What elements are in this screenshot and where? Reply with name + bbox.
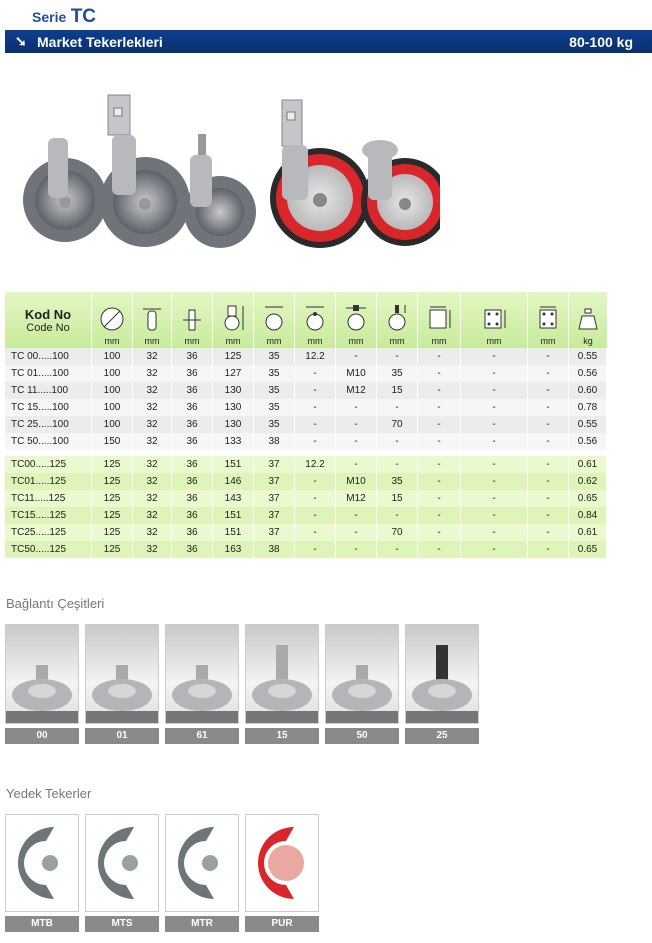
table-cell: - (295, 416, 336, 433)
table-row (5, 490, 607, 507)
table-cell: - (377, 399, 418, 416)
table-cell: 127 (213, 365, 254, 382)
product-code: TC50.....125 (5, 541, 92, 558)
product-code: TC 00.....100 (5, 348, 92, 365)
table-cell: 143 (213, 490, 254, 507)
spare-wheel-tile (245, 814, 319, 932)
table-cell: - (295, 382, 336, 399)
table-cell: - (418, 348, 461, 365)
table-row (5, 348, 607, 365)
connection-label: 61 (165, 728, 239, 744)
table-row (5, 433, 607, 450)
connection-photo (325, 624, 399, 724)
table-cell: 36 (172, 507, 213, 524)
table-cell: - (336, 433, 377, 450)
table-cell: - (461, 456, 528, 473)
table-cell: 38 (254, 433, 295, 450)
table-cell: 35 (254, 348, 295, 365)
spare-wheel-label: PUR (245, 916, 319, 932)
table-cell: 32 (133, 382, 172, 399)
table-cell: 38 (254, 541, 295, 558)
table-cell: 32 (133, 490, 172, 507)
table-cell: - (377, 348, 418, 365)
hub-length-header: mm (172, 292, 213, 348)
table-cell: 0.78 (569, 399, 607, 416)
connection-label: 25 (405, 728, 479, 744)
plate-hole-spacing-icon (480, 304, 508, 332)
table-cell: - (528, 399, 569, 416)
table-cell: 151 (213, 507, 254, 524)
table-cell: 0.60 (569, 382, 607, 399)
product-code: TC00.....125 (5, 456, 92, 473)
table-cell: 32 (133, 541, 172, 558)
table-cell: 70 (377, 524, 418, 541)
table-cell: 100 (92, 348, 133, 365)
table-cell: - (461, 365, 528, 382)
table-cell: 37 (254, 490, 295, 507)
table-cell: 100 (92, 365, 133, 382)
table-cell: 0.62 (569, 473, 607, 490)
table-cell: - (377, 433, 418, 450)
connection-label: 50 (325, 728, 399, 744)
table-cell: 125 (92, 524, 133, 541)
code-header: Kod No Code No (5, 292, 92, 348)
table-cell: 146 (213, 473, 254, 490)
table-cell: - (336, 348, 377, 365)
plate-size-header: mm (418, 292, 461, 348)
table-cell: 0.65 (569, 490, 607, 507)
connection-photo (245, 624, 319, 724)
spare-wheel-photo (85, 814, 159, 912)
arrow-down-right-icon: ➘ (15, 33, 27, 49)
product-code: TC15.....125 (5, 507, 92, 524)
table-cell: 15 (377, 490, 418, 507)
spare-wheel-photo (165, 814, 239, 912)
table-row (5, 507, 607, 524)
table-cell: - (377, 456, 418, 473)
table-cell: 125 (92, 490, 133, 507)
table-cell: - (295, 473, 336, 490)
connection-photo (85, 624, 159, 724)
table-cell: - (418, 473, 461, 490)
table-cell: - (461, 541, 528, 558)
spare-wheel-tile (165, 814, 239, 932)
table-cell: - (528, 382, 569, 399)
table-cell: 133 (213, 433, 254, 450)
table-cell: M10 (336, 365, 377, 382)
table-cell: 36 (172, 348, 213, 365)
connection-tile (85, 624, 159, 744)
table-cell: 15 (377, 382, 418, 399)
table-cell: - (295, 365, 336, 382)
table-cell: - (418, 416, 461, 433)
plate-hole-spacing-header: mm (461, 292, 528, 348)
table-cell: 151 (213, 456, 254, 473)
product-code: TC 11.....100 (5, 382, 92, 399)
spare-wheel-photo (5, 814, 79, 912)
thread-length-header: mm (377, 292, 418, 348)
spare-wheel-photo (245, 814, 319, 912)
connection-tile (325, 624, 399, 744)
product-code: TC01.....125 (5, 473, 92, 490)
product-code: TC25.....125 (5, 524, 92, 541)
connection-tile (5, 624, 79, 744)
thread-length-icon (384, 304, 410, 332)
table-row (5, 456, 607, 473)
connection-tile (405, 624, 479, 744)
table-cell: 100 (92, 416, 133, 433)
table-cell: - (418, 399, 461, 416)
table-cell: 12.2 (295, 456, 336, 473)
wheel-diameter-header: mm (92, 292, 133, 348)
table-header-row (5, 292, 607, 348)
table-cell: 0.65 (569, 541, 607, 558)
banner-title: Market Tekerlekleri (37, 34, 163, 50)
table-cell: - (528, 507, 569, 524)
table-cell: 36 (172, 416, 213, 433)
spare-wheel-tile (85, 814, 159, 932)
table-cell: - (461, 473, 528, 490)
table-cell: - (336, 456, 377, 473)
table-cell: 125 (92, 507, 133, 524)
table-cell: 36 (172, 382, 213, 399)
table-cell: - (418, 541, 461, 558)
connection-photo (165, 624, 239, 724)
table-cell: 35 (254, 382, 295, 399)
table-cell: 35 (254, 399, 295, 416)
table-cell: 130 (213, 399, 254, 416)
table-cell: 36 (172, 433, 213, 450)
table-cell: 130 (213, 416, 254, 433)
thread-header: mm (336, 292, 377, 348)
offset-header: mm (254, 292, 295, 348)
table-cell: - (528, 365, 569, 382)
table-cell: - (528, 541, 569, 558)
table-cell: - (377, 507, 418, 524)
table-cell: - (461, 382, 528, 399)
bolt-hole-header: mm (528, 292, 569, 348)
table-cell: 36 (172, 524, 213, 541)
table-cell: - (336, 541, 377, 558)
spare-wheel-label: MTR (165, 916, 239, 932)
table-row (5, 399, 607, 416)
total-height-header: mm (213, 292, 254, 348)
table-cell: - (461, 416, 528, 433)
table-cell: - (418, 490, 461, 507)
product-code: TC 15.....100 (5, 399, 92, 416)
hub-length-icon (181, 306, 203, 332)
product-code: TC 25.....100 (5, 416, 92, 433)
table-cell: 35 (254, 416, 295, 433)
product-code: TC 50.....100 (5, 433, 92, 450)
table-cell: 32 (133, 456, 172, 473)
table-cell: 36 (172, 490, 213, 507)
table-cell: 37 (254, 507, 295, 524)
table-cell: - (295, 490, 336, 507)
bore-diameter-icon (302, 304, 328, 332)
table-cell: - (418, 524, 461, 541)
table-cell: 0.55 (569, 416, 607, 433)
bore-diameter-header: mm (295, 292, 336, 348)
table-cell: 125 (92, 541, 133, 558)
connections-title: Bağlantı Çeşitleri (6, 596, 105, 611)
table-cell: 150 (92, 433, 133, 450)
connection-label: 15 (245, 728, 319, 744)
bolt-hole-icon (534, 304, 562, 332)
capacity-label: 80-100 kg (569, 34, 633, 50)
table-cell: 36 (172, 473, 213, 490)
connection-label: 01 (85, 728, 159, 744)
table-cell: - (528, 348, 569, 365)
table-cell: 100 (92, 382, 133, 399)
serie-title (32, 6, 96, 28)
table-row (5, 541, 607, 558)
table-cell: - (461, 433, 528, 450)
table-cell: 36 (172, 365, 213, 382)
table-cell: M10 (336, 473, 377, 490)
table-cell: - (461, 399, 528, 416)
table-cell: 32 (133, 399, 172, 416)
weight-header: kg (569, 292, 607, 348)
table-cell: 36 (172, 399, 213, 416)
table-cell: 0.84 (569, 507, 607, 524)
table-cell: - (461, 490, 528, 507)
table-cell: 163 (213, 541, 254, 558)
table-cell: 32 (133, 365, 172, 382)
table-row (5, 416, 607, 433)
table-cell: 37 (254, 524, 295, 541)
spare-wheel-label: MTS (85, 916, 159, 932)
table-cell: - (418, 365, 461, 382)
connection-label: 00 (5, 728, 79, 744)
table-cell: - (461, 507, 528, 524)
spare-wheel-label: MTB (5, 916, 79, 932)
table-cell: 32 (133, 433, 172, 450)
table-cell: 32 (133, 416, 172, 433)
table-cell: M12 (336, 490, 377, 507)
table-cell: 70 (377, 416, 418, 433)
table-cell: 0.61 (569, 524, 607, 541)
offset-icon (261, 304, 287, 332)
table-cell: 35 (377, 473, 418, 490)
wheel-width-icon (141, 306, 163, 332)
spec-table (5, 292, 607, 558)
table-cell: 0.61 (569, 456, 607, 473)
table-row (5, 382, 607, 399)
table-cell: - (418, 456, 461, 473)
product-code: TC 01.....100 (5, 365, 92, 382)
table-cell: 36 (172, 456, 213, 473)
table-cell: 0.55 (569, 348, 607, 365)
table-cell: 37 (254, 456, 295, 473)
table-cell: - (418, 382, 461, 399)
table-cell: 32 (133, 473, 172, 490)
table-cell: 0.56 (569, 365, 607, 382)
table-cell: - (295, 433, 336, 450)
connection-tile (165, 624, 239, 744)
table-cell: 151 (213, 524, 254, 541)
table-cell: 35 (377, 365, 418, 382)
table-cell: - (295, 399, 336, 416)
plate-size-icon (425, 304, 453, 332)
table-cell: 125 (213, 348, 254, 365)
table-cell: 100 (92, 399, 133, 416)
table-cell: - (528, 524, 569, 541)
section-banner (5, 30, 652, 53)
table-cell: - (295, 541, 336, 558)
wheel-diameter-icon (99, 306, 125, 332)
connection-tile (245, 624, 319, 744)
table-cell: - (528, 490, 569, 507)
serie-prefix: Serie (32, 9, 67, 25)
table-cell: - (336, 524, 377, 541)
table-cell: 130 (213, 382, 254, 399)
product-photo (20, 90, 440, 260)
table-cell: - (528, 456, 569, 473)
table-cell: 125 (92, 473, 133, 490)
table-cell: - (336, 507, 377, 524)
table-cell: - (461, 524, 528, 541)
total-height-icon (220, 304, 246, 332)
table-cell: - (336, 399, 377, 416)
table-cell: - (418, 433, 461, 450)
table-cell: - (461, 348, 528, 365)
product-code: TC11.....125 (5, 490, 92, 507)
table-cell: M12 (336, 382, 377, 399)
load-weight-icon (577, 306, 599, 332)
table-cell: 32 (133, 348, 172, 365)
table-cell: 32 (133, 524, 172, 541)
table-cell: 37 (254, 473, 295, 490)
table-cell: - (295, 524, 336, 541)
table-cell: - (528, 416, 569, 433)
connection-photo (5, 624, 79, 724)
serie-code: TC (70, 6, 97, 27)
table-cell: - (336, 416, 377, 433)
table-cell: - (528, 473, 569, 490)
wheel-width-header: mm (133, 292, 172, 348)
table-row (5, 365, 607, 382)
table-cell: 36 (172, 541, 213, 558)
spares-title: Yedek Tekerler (6, 786, 92, 801)
thread-icon (343, 304, 369, 332)
connection-photo (405, 624, 479, 724)
table-cell: 0.56 (569, 433, 607, 450)
table-cell: - (295, 507, 336, 524)
table-cell: - (377, 541, 418, 558)
table-cell: - (528, 433, 569, 450)
table-cell: 12.2 (295, 348, 336, 365)
table-cell: 35 (254, 365, 295, 382)
table-row (5, 524, 607, 541)
spare-wheel-tile (5, 814, 79, 932)
table-cell: 125 (92, 456, 133, 473)
table-cell: - (418, 507, 461, 524)
table-row (5, 473, 607, 490)
table-cell: 32 (133, 507, 172, 524)
